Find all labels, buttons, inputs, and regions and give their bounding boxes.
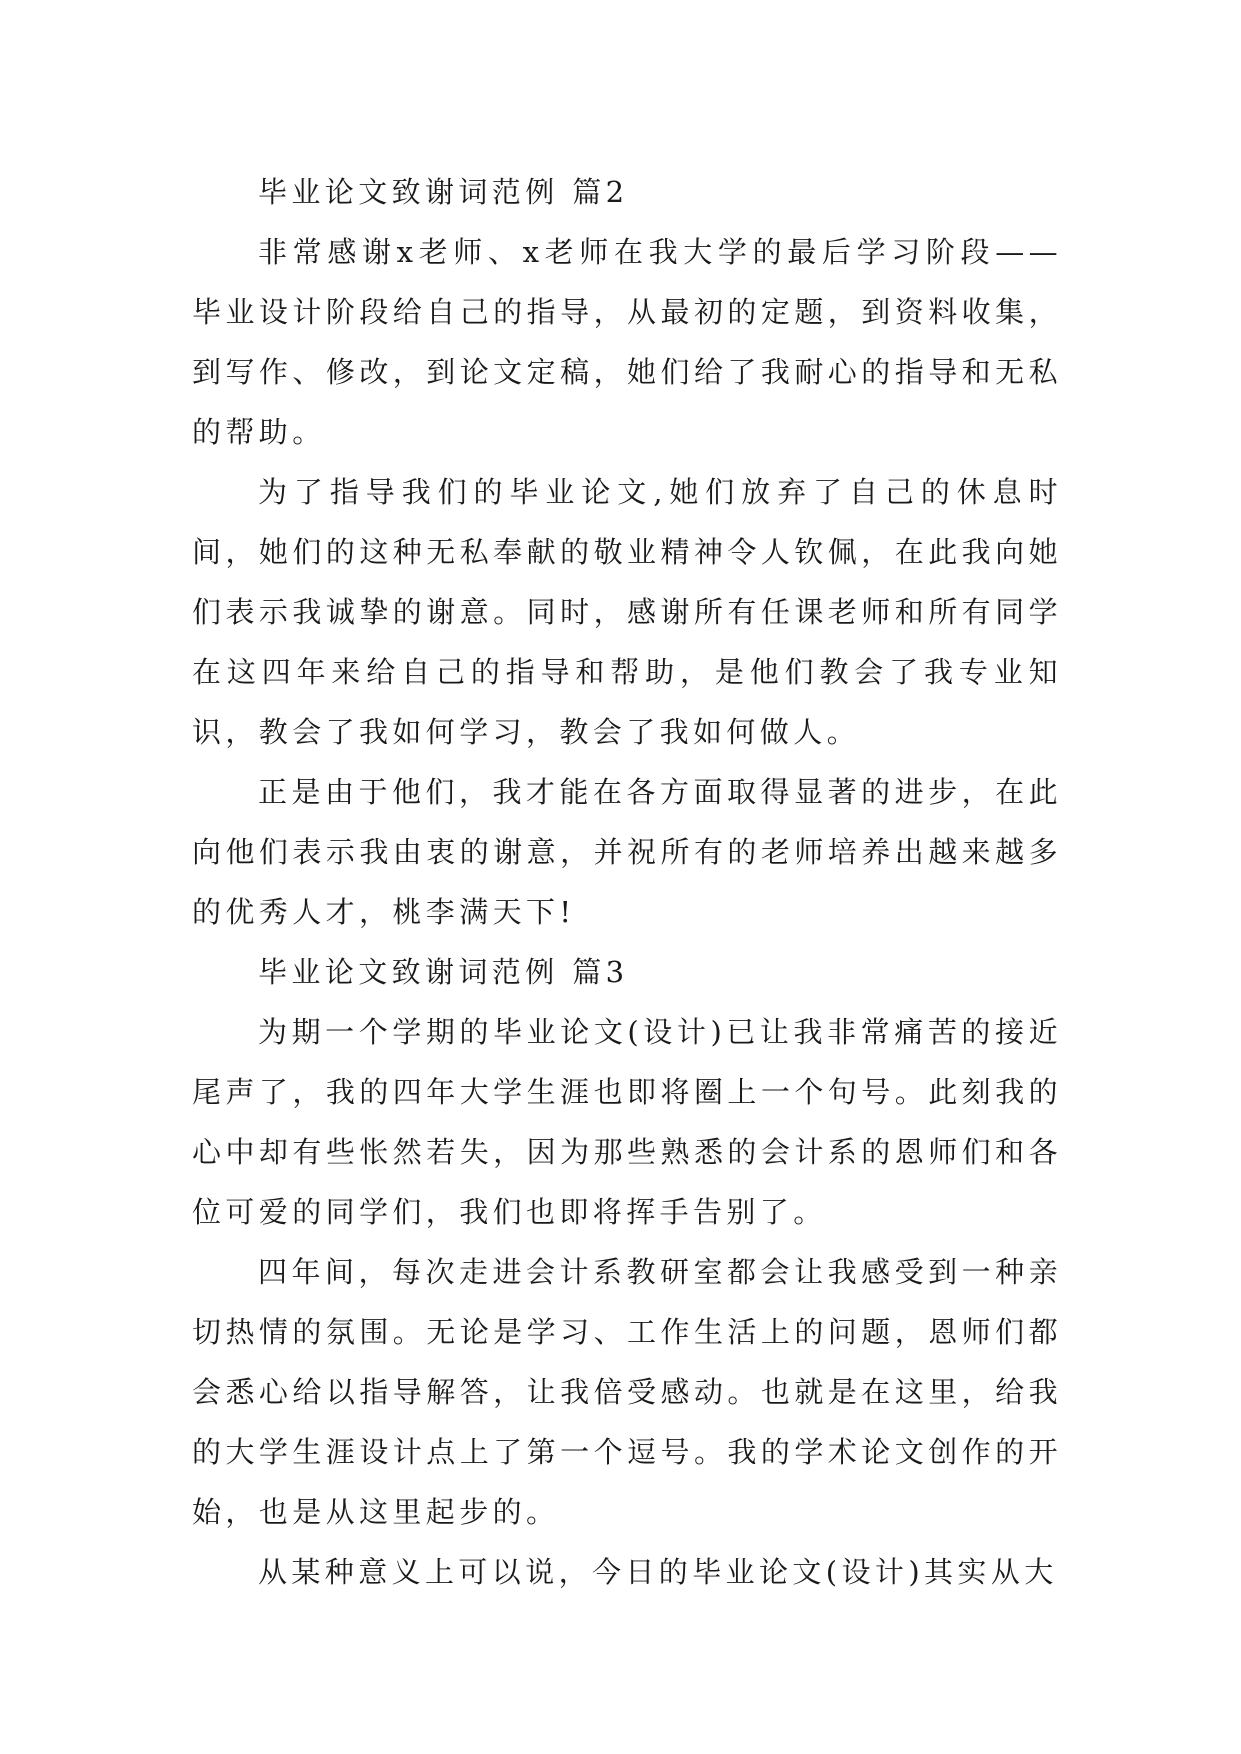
section-3-paragraph-1: 为期一个学期的毕业论文(设计)已让我非常痛苦的接近尾声了，我的四年大学生涯也即将圈上一个句号。此刻我的心中却有些怅然若失，因为那些熟悉的会计系的恩师们和各位可爱的同学们，我们也即将挥手告别了。 (192, 1015, 1062, 1229)
section-3-paragraph-2: 四年间，每次走进会计系教研室都会让我感受到一种亲切热情的氛围。无论是学习、工作生活上的问题，恩师们都会悉心给以指导解答，让我倍受感动。也就是在这里，给我的大学生涯设计点上了第一个逗号。我的学术论文创作的开始，也是从这里起步的。 (192, 1255, 1062, 1529)
section-2-paragraph-1: 非常感谢x老师、x老师在我大学的最后学习阶段——毕业设计阶段给自己的指导，从最初的定题，到资料收集，到写作、修改，到论文定稿，她们给了我耐心的指导和无私的帮助。 (192, 235, 1062, 449)
document-body (192, 162, 1062, 1602)
section-2-paragraph-2: 为了指导我们的毕业论文,她们放弃了自己的休息时间，她们的这种无私奉献的敬业精神令人钦佩，在此我向她们表示我诚挚的谢意。同时，感谢所有任课老师和所有同学在这四年来给自己的指导和帮助，是他们教会了我专业知识，教会了我如何学习，教会了我如何做人。 (192, 475, 1062, 749)
section-3-title: 毕业论文致谢词范例 篇3 (258, 955, 629, 989)
section-3-paragraph-3: 从某种意义上可以说，今日的毕业论文(设计)其实从大 (258, 1555, 1058, 1589)
section-2-paragraph-3: 正是由于他们，我才能在各方面取得显著的进步，在此向他们表示我由衷的谢意，并祝所有的老师培养出越来越多的优秀人才，桃李满天下! (192, 775, 1062, 929)
section-2-title: 毕业论文致谢词范例 篇2 (258, 175, 629, 209)
